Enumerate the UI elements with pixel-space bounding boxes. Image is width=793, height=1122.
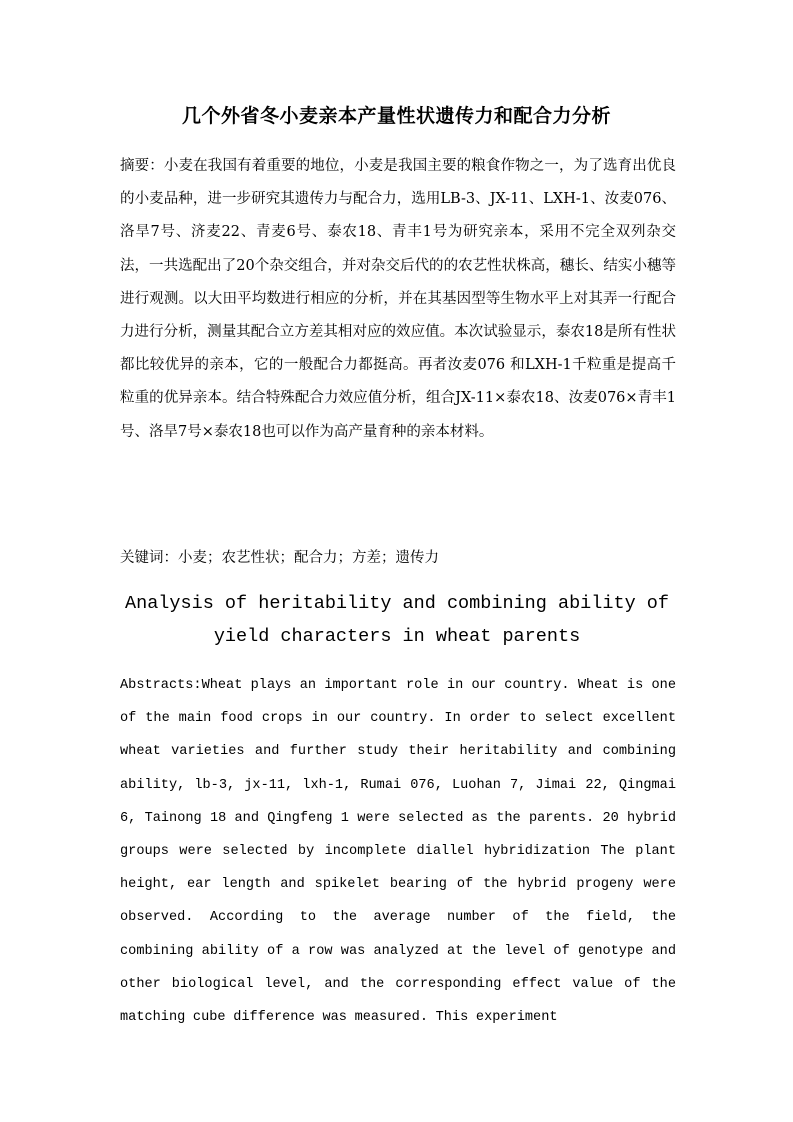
english-abstract: Abstracts:Wheat plays an important role in our country. Wheat is one of the main food crops in our country. In order to select excellent wheat varieties and further study their heritability and combining ability, lb-3, jx-11, lxh-1, Rumai 076, Luohan 7, Jimai 22, Qingmai 6, Tainong 18 and Qingfeng 1 were selected as the parents. 20 hybrid groups were selected by incomplete diallel hybridization The plant height, ear length and spikelet bearing of the hybrid progeny were observed. According to the average number of the field, the combining ability of a row was analyzed at the level of genotype and other biological level, and the corresponding effect value of the matching cube difference was measured. This experiment [120, 678, 676, 1026]
english-title: Analysis of heritability and combining ability of yield characters in wheat parents [125, 593, 669, 647]
chinese-abstract: 摘要：小麦在我国有着重要的地位，小麦是我国主要的粮食作物之一，为了选育出优良的小麦品种，进一步研究其遗传力与配合力，选用LB-3、JX-11、LXH-1、汝麦076、洛旱7号、济麦22、青麦6号、泰农18、青丰1号为研究亲本，采用不完全双列杂交法，一共选配出了20个杂交组合，并对杂交后代的的农艺性状株高，穗长、结实小穗等进行观测。以大田平均数进行相应的分析，并在其基因型等生物水平上对其弄一行配合力进行分析，测量其配合立方差其相对应的效应值。本次试验显示，泰农18是所有性状都比较优异的亲本，它的一般配合力都挺高。再者汝麦076 和LXH-1千粒重是提高千粒重的优异亲本。结合特殊配合力效应值分析，组合JX-11×泰农18、汝麦076×青丰1号、洛旱7号×泰农18也可以作为高产量育种的亲本材料。 [120, 158, 676, 440]
chinese-title: 几个外省冬小麦亲本产量性状遗传力和配合力分析 [181, 105, 611, 127]
chinese-keywords: 关键词：小麦；农艺性状；配合力；方差；遗传力 [120, 550, 439, 566]
